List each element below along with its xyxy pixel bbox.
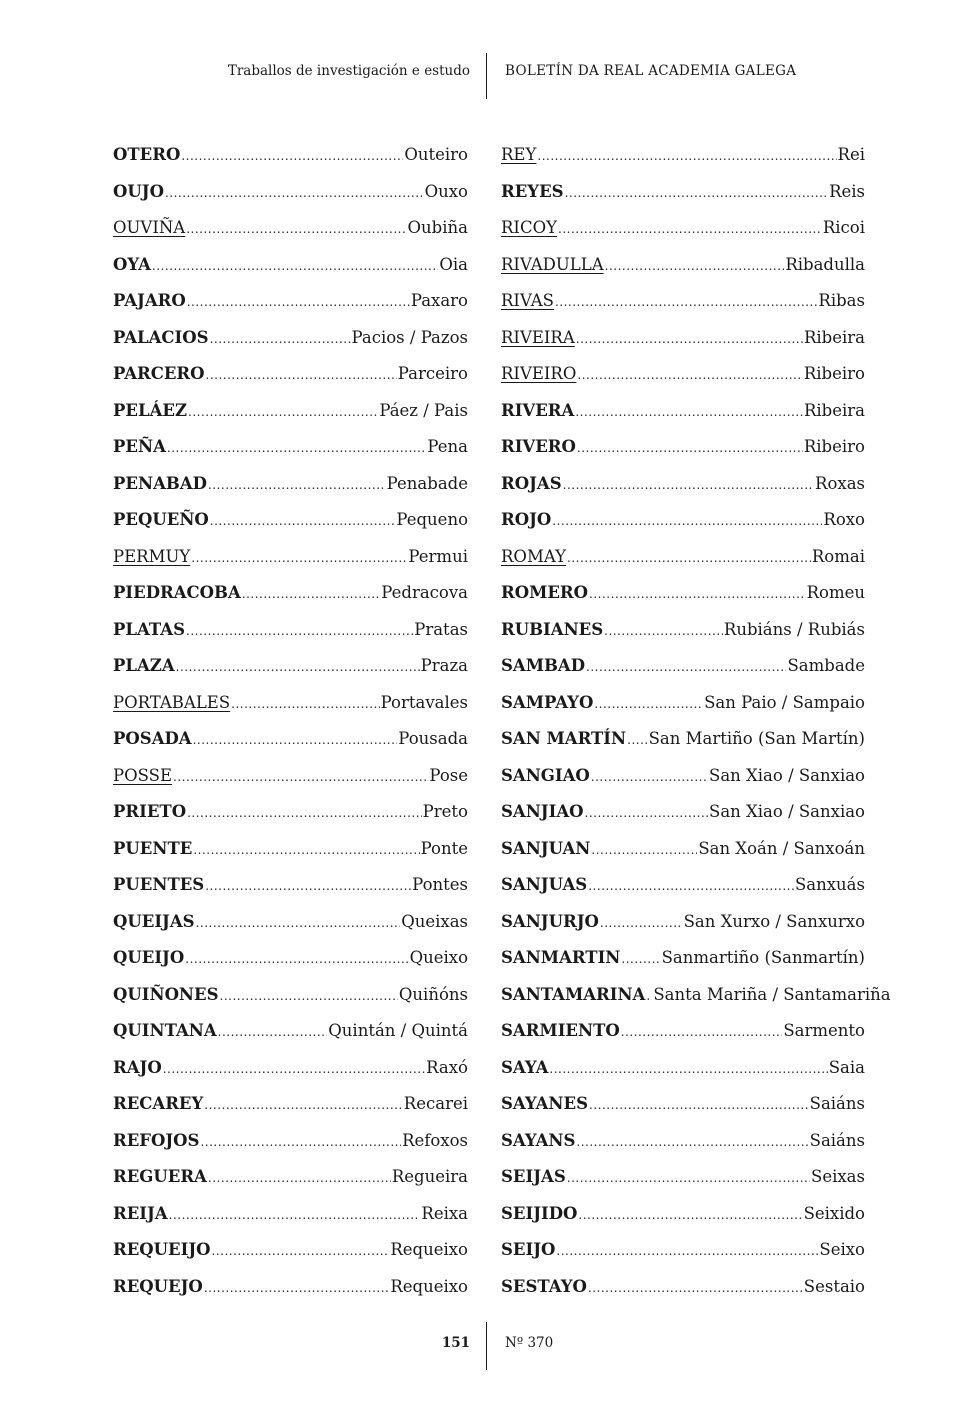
dot-leader: [181, 143, 403, 169]
surname-entry: [501, 617, 865, 654]
dot-leader: [167, 435, 427, 461]
surname-entry: [113, 1237, 468, 1274]
surname-entry: [501, 215, 865, 252]
galician-form: Rei: [837, 145, 865, 164]
spanish-surname: SANTAMARINA: [501, 984, 646, 1004]
galician-form: Refoxos: [402, 1130, 468, 1150]
dot-leader: [585, 800, 709, 826]
dot-leader: [600, 910, 683, 936]
surname-entry: [501, 544, 865, 581]
galician-form: Paxaro: [410, 291, 468, 310]
galician-form: Parceiro: [397, 364, 468, 383]
spanish-surname: POSSE: [113, 765, 172, 785]
dot-leader: [220, 983, 398, 1009]
galician-form: Ribeiro: [803, 364, 865, 383]
galician-form: Regueira: [391, 1167, 468, 1186]
galician-form: Ribeira: [803, 400, 865, 420]
galician-form: Requeixo: [390, 1276, 468, 1296]
dot-leader: [176, 654, 420, 680]
spanish-surname: SEIJIDO: [501, 1203, 578, 1223]
surname-entry: [501, 1274, 865, 1311]
galician-form: Roxo: [823, 510, 865, 529]
galician-form: Sanxuás: [794, 875, 865, 894]
spanish-surname: SARMIENTO: [501, 1021, 620, 1040]
galician-form: Saiáns: [809, 1094, 865, 1113]
surname-entry: [501, 179, 865, 216]
spanish-surname: RIVERA: [501, 400, 575, 420]
spanish-surname: QUIÑONES: [113, 984, 219, 1004]
dot-leader: [588, 1275, 803, 1301]
issue-number: Nº 370: [505, 1335, 554, 1351]
dot-leader: [604, 618, 723, 644]
surname-entry: [501, 1055, 865, 1092]
galician-form: Oubiña: [407, 218, 468, 237]
surname-entry: [501, 836, 865, 873]
spanish-surname: PUENTES: [113, 875, 205, 894]
surname-entry: [501, 325, 865, 362]
galician-form: Penabade: [386, 473, 468, 493]
spanish-surname: SAYA: [501, 1057, 549, 1077]
spanish-surname: QUEIJO: [113, 948, 185, 967]
surname-entry: [113, 1128, 468, 1165]
galician-form: Ouxo: [424, 181, 468, 201]
right-column: [501, 142, 891, 1310]
dot-leader: [173, 764, 428, 790]
surname-entry: [501, 945, 865, 982]
surname-entry: [501, 653, 865, 690]
dot-leader: [578, 1202, 802, 1228]
surname-entry: [113, 982, 468, 1019]
galician-form: Roxas: [815, 473, 865, 493]
footer-divider: [486, 1322, 487, 1370]
galician-form: San Xurxo / Sanxurxo: [683, 911, 865, 931]
dot-leader: [210, 508, 396, 534]
dot-leader: [210, 326, 351, 352]
spanish-surname: PLAZA: [113, 656, 175, 675]
spanish-surname: OYA: [113, 254, 151, 274]
galician-form: Sanmartiño (Sanmartín): [661, 948, 865, 967]
galician-form: San Paio / Sampaio: [704, 692, 865, 712]
spanish-surname: PALACIOS: [113, 327, 209, 347]
galician-form: Saiáns: [809, 1130, 865, 1150]
spanish-surname: REGUERA: [113, 1167, 207, 1186]
galician-form: Páez / Pais: [379, 400, 468, 420]
galician-form: Reis: [829, 181, 865, 201]
spanish-surname: SEIJO: [501, 1240, 556, 1259]
galician-form: San Xoán / Sanxoán: [698, 838, 865, 858]
surname-entry: [113, 653, 468, 690]
spanish-surname: REQUEIJO: [113, 1240, 211, 1259]
galician-form: Recarei: [403, 1094, 468, 1113]
surname-entry: [113, 544, 468, 581]
galician-form: Ribeira: [803, 327, 865, 347]
galician-form: Pousada: [398, 729, 468, 748]
spanish-surname: QUINTANA: [113, 1021, 217, 1040]
surname-entry: [113, 434, 468, 471]
surname-entry: [501, 507, 865, 544]
surname-entry: [501, 1018, 865, 1055]
dot-leader: [589, 581, 806, 607]
surname-entry: [113, 726, 468, 763]
galician-form: Romeu: [806, 583, 865, 602]
spanish-surname: RIVEIRO: [501, 364, 577, 383]
galician-form: Romai: [811, 546, 865, 566]
surname-entry: [501, 909, 865, 946]
dot-leader: [193, 727, 398, 753]
dot-leader: [188, 399, 378, 425]
dot-leader: [200, 1129, 401, 1155]
spanish-surname: PIEDRACOBA: [113, 583, 241, 602]
galician-form: Permui: [408, 546, 468, 566]
surname-entry: [501, 982, 891, 1019]
dot-leader: [555, 289, 817, 315]
dot-leader: [208, 472, 386, 498]
surname-entry: [501, 471, 865, 508]
dot-leader: [549, 1056, 827, 1082]
galician-form: Outeiro: [404, 145, 468, 164]
dot-leader: [552, 508, 822, 534]
spanish-surname: SANMARTIN: [501, 948, 621, 967]
galician-form: Seixido: [803, 1203, 865, 1223]
dot-leader: [186, 216, 406, 242]
spanish-surname: PELÁEZ: [113, 400, 188, 420]
surname-entry: [113, 1201, 468, 1238]
galician-form: Pena: [427, 437, 468, 456]
galician-form: Quiñóns: [398, 984, 468, 1004]
galician-form: Pedracova: [381, 583, 468, 602]
dot-leader: [594, 691, 703, 717]
spanish-surname: ROJO: [501, 510, 552, 529]
galician-form: Requeixo: [390, 1240, 468, 1259]
surname-entry: [113, 617, 468, 654]
dot-leader: [576, 1129, 808, 1155]
dot-leader: [186, 618, 413, 644]
spanish-surname: PUENTE: [113, 838, 193, 858]
surname-entry: [501, 361, 865, 398]
dot-leader: [208, 1165, 391, 1191]
spanish-surname: RIVAS: [501, 291, 554, 310]
spanish-surname: REIJA: [113, 1203, 168, 1223]
spanish-surname: RECAREY: [113, 1094, 204, 1113]
dot-leader: [577, 362, 802, 388]
surname-entry: [113, 1164, 468, 1201]
dot-leader: [165, 180, 424, 206]
surname-entry: [501, 252, 865, 289]
galician-form: Sestaio: [803, 1276, 865, 1296]
galician-form: Oia: [439, 254, 468, 274]
surname-entry: [113, 580, 468, 617]
header-divider: [486, 53, 487, 99]
surname-entry: [501, 690, 865, 727]
surname-entry: [113, 398, 468, 435]
spanish-surname: REQUEJO: [113, 1276, 203, 1296]
dot-leader: [212, 1238, 390, 1264]
dot-leader: [627, 727, 647, 753]
spanish-surname: SANJURJO: [501, 911, 599, 931]
spanish-surname: REY: [501, 145, 537, 164]
surname-entry: [113, 252, 468, 289]
dot-leader: [575, 399, 803, 425]
spanish-surname: RIVEIRA: [501, 327, 575, 347]
dot-leader: [576, 326, 803, 352]
spanish-surname: PEQUEÑO: [113, 510, 209, 529]
surname-entry: [113, 872, 468, 909]
dot-leader: [621, 1019, 783, 1045]
surname-entry: [113, 507, 468, 544]
surname-entry: [501, 1237, 865, 1274]
dot-leader: [591, 837, 697, 863]
spanish-surname: ROMERO: [501, 583, 589, 602]
galician-form: Portavales: [380, 692, 468, 712]
surname-entry: [113, 836, 468, 873]
dot-leader: [591, 764, 708, 790]
surname-entry: [113, 361, 468, 398]
galician-form: Saia: [828, 1057, 865, 1077]
galician-form: Seixas: [811, 1167, 865, 1186]
dot-leader: [565, 180, 829, 206]
surname-entry: [113, 325, 468, 362]
spanish-surname: SANJUAS: [501, 875, 588, 894]
spanish-surname: OUJO: [113, 181, 164, 201]
dot-leader: [169, 1202, 421, 1228]
surname-entry: [113, 1091, 468, 1128]
surname-entry: [113, 215, 468, 252]
galician-form: San Xiao / Sanxiao: [709, 802, 865, 821]
spanish-surname: RICOY: [501, 218, 557, 237]
spanish-surname: PORTABALES: [113, 692, 231, 712]
surname-entry: [113, 763, 468, 800]
dot-leader: [537, 143, 836, 169]
galician-form: San Xiao / Sanxiao: [709, 765, 865, 785]
galician-form: Ribadulla: [785, 254, 865, 274]
surname-entry: [501, 398, 865, 435]
galician-form: San Martiño (San Martín): [648, 729, 865, 748]
galician-form: Santa Mariña / Santamariña: [653, 984, 891, 1004]
spanish-surname: SAYANS: [501, 1130, 576, 1150]
galician-form: Pose: [429, 765, 468, 785]
galician-form: Sarmento: [783, 1021, 865, 1040]
spanish-surname: PEÑA: [113, 437, 166, 456]
running-header-journal: BOLETÍN DA REAL ACADEMIA GALEGA: [505, 63, 797, 79]
dot-leader: [577, 435, 803, 461]
spanish-surname: SEIJAS: [501, 1167, 566, 1186]
dot-leader: [563, 472, 814, 498]
spanish-surname: ROJAS: [501, 473, 562, 493]
dot-leader: [558, 216, 822, 242]
galician-form: Pequeno: [396, 510, 468, 529]
galician-form: Seixo: [819, 1240, 865, 1259]
surname-entry: [501, 799, 865, 836]
dot-leader: [191, 545, 407, 571]
spanish-surname: OUVIÑA: [113, 218, 186, 237]
dot-leader: [242, 581, 380, 607]
surname-entry: [113, 1018, 468, 1055]
galician-form: Quintán / Quintá: [328, 1021, 468, 1040]
surname-entry: [113, 142, 468, 179]
dot-leader: [193, 837, 419, 863]
dot-leader: [586, 654, 786, 680]
galician-form: Ribas: [818, 291, 865, 310]
dot-leader: [621, 946, 660, 972]
dot-leader: [567, 545, 811, 571]
dot-leader: [588, 873, 794, 899]
spanish-surname: RIVERO: [501, 437, 576, 456]
spanish-surname: PAJARO: [113, 291, 186, 310]
spanish-surname: PARCERO: [113, 364, 205, 383]
spanish-surname: QUEIJAS: [113, 911, 195, 931]
spanish-surname: RAJO: [113, 1057, 162, 1077]
spanish-surname: PRIETO: [113, 802, 187, 821]
dot-leader: [646, 983, 652, 1009]
dot-leader: [218, 1019, 328, 1045]
galician-form: Rubiáns / Rubiás: [723, 619, 865, 639]
dot-leader: [187, 800, 422, 826]
surname-entry: [113, 288, 468, 325]
galician-form: Ricoi: [822, 218, 865, 237]
spanish-surname: SANJIAO: [501, 802, 584, 821]
surname-entry: [501, 872, 865, 909]
spanish-surname: SAYANES: [501, 1094, 588, 1113]
dot-leader: [205, 873, 411, 899]
dot-leader: [152, 253, 438, 279]
surname-entry: [113, 1274, 468, 1311]
surname-entry: [113, 1055, 468, 1092]
dot-leader: [196, 910, 401, 936]
surname-entry: [113, 471, 468, 508]
spanish-surname: SAMBAD: [501, 656, 586, 675]
galician-form: Sambade: [787, 656, 865, 675]
spanish-surname: SAMPAYO: [501, 692, 594, 712]
spanish-surname: SANJUAN: [501, 838, 591, 858]
spanish-surname: SANGIAO: [501, 765, 590, 785]
surname-entry: [501, 580, 865, 617]
surname-entry: [113, 909, 468, 946]
dot-leader: [605, 253, 785, 279]
galician-form: Pratas: [414, 619, 468, 639]
galician-form: Ribeiro: [803, 437, 865, 456]
surname-entry: [113, 945, 468, 982]
left-column: [113, 142, 468, 1310]
spanish-surname: PERMUY: [113, 546, 191, 566]
galician-form: Reixa: [421, 1203, 468, 1223]
surname-entry: [501, 726, 865, 763]
galician-form: Queixo: [409, 948, 468, 967]
surname-entry: [113, 179, 468, 216]
galician-form: Ponte: [420, 838, 468, 858]
galician-form: Pontes: [412, 875, 468, 894]
surname-entry: [501, 1091, 865, 1128]
surname-entry: [501, 763, 865, 800]
galician-form: Praza: [420, 656, 468, 675]
spanish-surname: PENABAD: [113, 473, 207, 493]
spanish-surname: SAN MARTÍN: [501, 729, 627, 748]
spanish-surname: POSADA: [113, 729, 192, 748]
galician-form: Queixas: [401, 911, 468, 931]
surname-entry: [113, 799, 468, 836]
surname-entry: [113, 690, 468, 727]
running-header-section: Traballos de investigación e estudo: [227, 63, 470, 79]
spanish-surname: PLATAS: [113, 619, 186, 639]
spanish-surname: RUBIANES: [501, 619, 604, 639]
dot-leader: [204, 1275, 390, 1301]
dot-leader: [231, 691, 379, 717]
page-number: 151: [441, 1335, 470, 1351]
dot-leader: [185, 946, 408, 972]
surname-entry: [501, 434, 865, 471]
galician-form: Preto: [422, 802, 468, 821]
surname-entry: [501, 288, 865, 325]
galician-form: Raxó: [426, 1057, 468, 1077]
surname-entry: [501, 142, 865, 179]
dot-leader: [163, 1056, 425, 1082]
galician-form: Pacios / Pazos: [351, 327, 468, 347]
spanish-surname: ROMAY: [501, 546, 566, 566]
dot-leader: [567, 1165, 810, 1191]
spanish-surname: REFOJOS: [113, 1130, 200, 1150]
surname-entry: [501, 1128, 865, 1165]
dot-leader: [187, 289, 410, 315]
dot-leader: [206, 362, 397, 388]
dot-leader: [589, 1092, 809, 1118]
surname-entry: [501, 1164, 865, 1201]
spanish-surname: SESTAYO: [501, 1276, 587, 1296]
spanish-surname: OTERO: [113, 145, 181, 164]
dot-leader: [204, 1092, 403, 1118]
dot-leader: [556, 1238, 818, 1264]
spanish-surname: REYES: [501, 181, 564, 201]
spanish-surname: RIVADULLA: [501, 254, 604, 274]
surname-entry: [501, 1201, 865, 1238]
